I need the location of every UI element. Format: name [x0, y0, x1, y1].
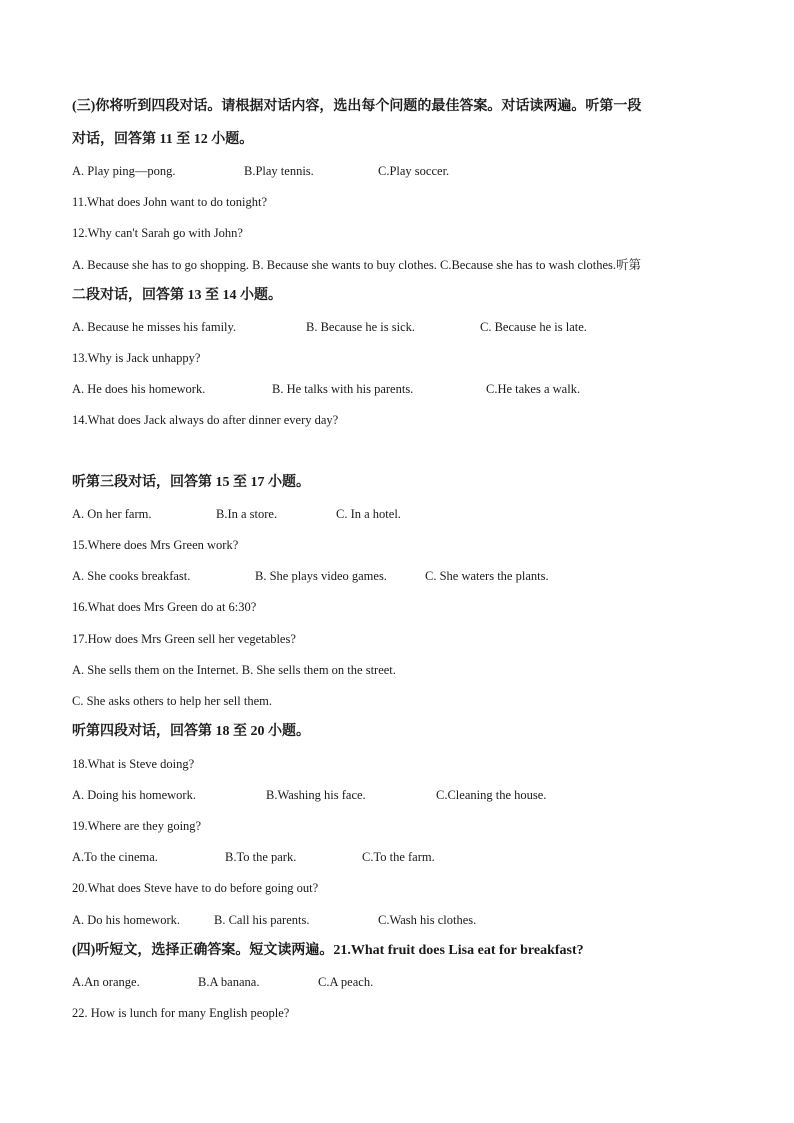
- dialog2-header: 二段对话，回答第 13 至 14 小题。: [72, 288, 282, 303]
- question-14: 14.What does Jack always do after dinner every day?: [72, 413, 339, 427]
- question-11: 11.What does John want to do tonight?: [72, 195, 267, 209]
- section-3-header-line1: (三)你将听到四段对话。请根据对话内容，选出每个问题的最佳答案。对话读两遍。听第一段: [72, 99, 642, 114]
- option-a: A. He does his homework.: [72, 382, 206, 396]
- option-a: A. Because he misses his family.: [72, 320, 237, 334]
- question-12: 12.Why can't Sarah go with John?: [72, 226, 243, 240]
- question-18: 18.What is Steve doing?: [72, 757, 195, 771]
- option-b: B.To the park.: [225, 850, 297, 864]
- question-15: 15.Where does Mrs Green work?: [72, 538, 239, 552]
- section-3-header-line2: 对话，回答第 11 至 12 小题。: [72, 132, 254, 147]
- question-21-options: [0, 974, 794, 990]
- option-b: B. He talks with his parents.: [272, 382, 414, 396]
- question-20: 20.What does Steve have to do before going out?: [72, 881, 319, 895]
- question-19-options: [0, 849, 794, 865]
- option-b: B.A banana.: [198, 975, 260, 989]
- question-17-option-c: C. She asks others to help her sell them.: [72, 694, 272, 708]
- option-a: A. Play ping—pong.: [72, 164, 176, 178]
- dialog1-options: [0, 163, 794, 179]
- question-16-options: [0, 568, 794, 584]
- option-b: B.Play tennis.: [244, 164, 314, 178]
- option-a: A.To the cinema.: [72, 850, 158, 864]
- question-17-options-ab: A. She sells them on the Internet. B. She sells them on the street.: [72, 663, 396, 677]
- option-c: C.Play soccer.: [378, 164, 450, 178]
- question-12-options: A. Because she has to go shopping. B. Because she wants to buy clothes. C.Because she has to wash clothes.听第: [72, 258, 641, 272]
- question-15-options: [0, 506, 794, 522]
- question-19: 19.Where are they going?: [72, 819, 202, 833]
- option-c: C.Wash his clothes.: [378, 913, 477, 927]
- question-17: 17.How does Mrs Green sell her vegetables?: [72, 632, 296, 646]
- question-14-options: [0, 381, 794, 397]
- option-c: C.Cleaning the house.: [436, 788, 547, 802]
- option-b: B. Because he is sick.: [306, 320, 416, 334]
- question-13-options: [0, 319, 794, 335]
- option-b: B. She plays video games.: [255, 569, 387, 583]
- option-a: A. On her farm.: [72, 507, 152, 521]
- option-a: A. Doing his homework.: [72, 788, 196, 802]
- option-b: B.In a store.: [216, 507, 278, 521]
- question-20-options: [0, 912, 794, 928]
- option-c: C.To the farm.: [362, 850, 435, 864]
- question-13: 13.Why is Jack unhappy?: [72, 351, 201, 365]
- question-16: 16.What does Mrs Green do at 6:30?: [72, 600, 257, 614]
- option-b: B. Call his parents.: [214, 913, 310, 927]
- question-22: 22. How is lunch for many English people?: [72, 1006, 290, 1020]
- question-18-options: [0, 787, 794, 803]
- option-c: C.A peach.: [318, 975, 374, 989]
- dialog4-header: 听第四段对话，回答第 18 至 20 小题。: [72, 724, 310, 739]
- option-c: C. Because he is late.: [480, 320, 587, 334]
- option-c: C. She waters the plants.: [425, 569, 549, 583]
- option-c: C.He takes a walk.: [486, 382, 581, 396]
- option-a: A. Do his homework.: [72, 913, 180, 927]
- section-4-header: (四)听短文，选择正确答案。短文读两遍。21.What fruit does Lisa eat for breakfast?: [72, 943, 584, 958]
- option-b: B.Washing his face.: [266, 788, 366, 802]
- option-c: C. In a hotel.: [336, 507, 401, 521]
- dialog3-header: 听第三段对话，回答第 15 至 17 小题。: [72, 475, 310, 490]
- option-a: A. She cooks breakfast.: [72, 569, 191, 583]
- option-a: A.An orange.: [72, 975, 140, 989]
